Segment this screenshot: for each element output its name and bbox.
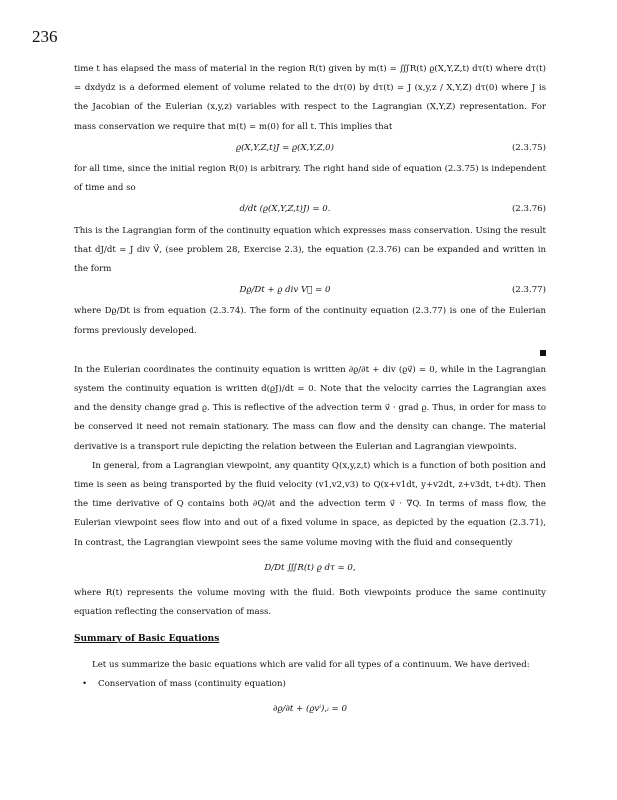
section-heading: Summary of Basic Equations xyxy=(74,634,220,645)
equation-number: (2.3.76) xyxy=(511,204,546,215)
paragraph-mass-region: time t has elapsed the mass of material in the region R(t) given by m(t) = ∭R(t) ϱ(X,Y,Z,t) dτ(t) where dτ(t) = dxdydz is a deformed element of volume related to the dτ(0) by dτ(t) = J (x,y,z / X,Y,Z) dτ(0) where J is the Jacobian of the Eulerian (x,y,z) variables with respect to the Lagrangian (X,Y,Z) representation. For mass conservation we require that m(t) = m(0) for all t. This implies that xyxy=(74,64,546,132)
equation-2-3-77 xyxy=(74,281,546,300)
paragraph-eulerian-coordinates: In the Eulerian coordinates the continuity equation is written ∂ϱ/∂t + div (ϱv⃗) = 0, while in the Lagrangian system the continuity equation is written d(ϱJ)/dt = 0. Note that the velocity carries the Lagrangian axes and the density change grad ϱ. This is reflective of the advection term v⃗ · grad ϱ. Thus, in order for mass to be conserved it need not remain stationary. The mass can flow and the density can change. The material derivative is a transport rule depicting the relation between the Eulerian and Lagrangian viewpoints. xyxy=(74,364,546,452)
paragraph-summary-intro: Let us summarize the basic equations which are valid for all types of a continuum. We have derived: xyxy=(92,659,530,670)
equation-continuity-index: ∂ϱ/∂t + (ϱvⁱ),ᵢ = 0 xyxy=(273,704,347,715)
paragraph-initial-region: for all time, since the initial region R(0) is arbitrary. The right hand side of equation (2.3.75) is independent of time and so xyxy=(74,164,546,194)
paragraph-lagrangian-form: This is the Lagrangian form of the continuity equation which expresses mass conservation. Using the result that dJ/dt = J div V⃗, (see problem 28, Exercise 2.3), the equation (2.3.76) can be expanded and written in the form xyxy=(74,225,546,275)
equation-expression: Dϱ/Dt + ϱ div V⃗ = 0 xyxy=(239,285,331,296)
bullet-text: Conservation of mass (continuity equation) xyxy=(98,678,286,689)
page-body xyxy=(74,60,546,725)
end-of-proof-square-icon xyxy=(540,350,546,356)
equation-expression: d/dt (ϱ(X,Y,Z,t)J) = 0. xyxy=(239,204,331,215)
page-number: 236 xyxy=(32,27,58,46)
equation-number: (2.3.77) xyxy=(511,285,546,296)
paragraph-eulerian-forms: where Dϱ/Dt is from equation (2.3.74). The form of the continuity equation (2.3.77) is one of the Eulerian forms previously developed. xyxy=(74,306,546,336)
bullet-item xyxy=(82,675,546,694)
equation-volume-integral: D/Dt ∭R(t) ϱ dτ = 0, xyxy=(264,562,356,573)
equation-expression: ϱ(X,Y,Z,t)J = ϱ(X,Y,Z,0) xyxy=(236,142,334,153)
bullet-dot-icon: • xyxy=(82,678,88,689)
paragraph-both-viewpoints: where R(t) represents the volume moving with the fluid. Both viewpoints produce the same continuity equation reflecting the conservation of mass. xyxy=(74,588,546,618)
paragraph-general-lagrangian: In general, from a Lagrangian viewpoint, any quantity Q(x,y,z,t) which is a function of both position and time is seen as being transported by the fluid velocity (v1,v2,v3) to Q(x+v1dt, y+v2dt, z+v3dt, t+dt). Then the time derivative of Q contains both ∂Q/∂t and the advection term v⃗ · ∇Q. In terms of mass flow, the Eulerian viewpoint sees flow into and out of a fixed volume in space, as depicted by the equation (2.3.71), In contrast, the Lagrangian viewpoint sees the same volume moving with the fluid and consequently xyxy=(74,460,546,548)
end-of-proof-row xyxy=(74,347,546,361)
equation-2-3-75 xyxy=(74,139,546,158)
equation-2-3-76 xyxy=(74,200,546,219)
equation-number: (2.3.75) xyxy=(511,142,546,153)
